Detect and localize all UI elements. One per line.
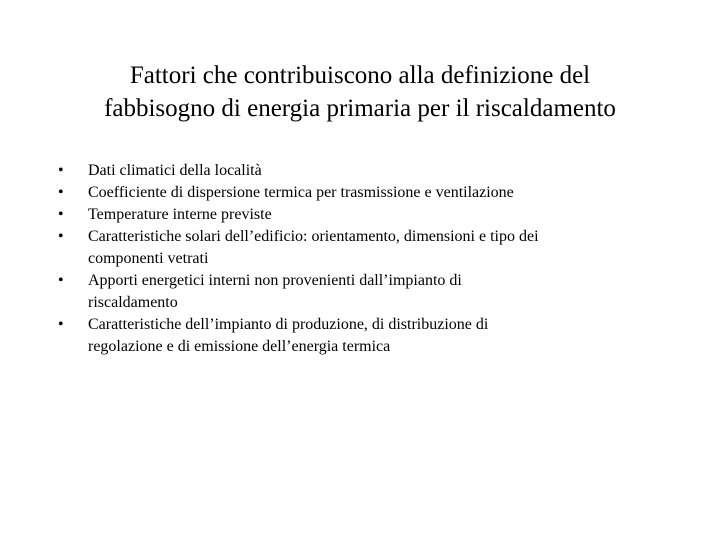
bullet-item-internal-gains <box>58 270 678 314</box>
bullet-icon: • <box>58 184 64 201</box>
bullet-icon: • <box>58 316 64 333</box>
bullet-text: Caratteristiche dell’impianto di produzione, di distribuzione di <box>88 316 489 333</box>
bullet-item-plant-characteristics <box>58 314 678 358</box>
bullet-text: Temperature interne previste <box>88 206 272 223</box>
bullet-icon: • <box>58 228 64 245</box>
bullet-text: Dati climatici della località <box>88 162 262 179</box>
bullet-text: Apporti energetici interni non provenienti dall’impianto di <box>88 272 462 289</box>
slide-title-line-2: fabbisogno di energia primaria per il riscaldamento <box>104 95 616 122</box>
bullet-list <box>58 160 678 358</box>
bullet-item-internal-temperatures <box>58 204 678 226</box>
bullet-text-continuation: componenti vetrati <box>88 250 209 267</box>
bullet-text-continuation: regolazione e di emissione dell’energia termica <box>88 338 391 355</box>
bullet-text: Coefficiente di dispersione termica per trasmissione e ventilazione <box>88 184 514 201</box>
bullet-icon: • <box>58 206 64 223</box>
bullet-icon: • <box>58 272 64 289</box>
slide-title-line-1: Fattori che contribuiscono alla definizione del <box>129 62 591 89</box>
bullet-item-climate-data <box>58 160 678 182</box>
slide-title <box>40 59 680 125</box>
bullet-text-continuation: riscaldamento <box>88 294 178 311</box>
bullet-icon: • <box>58 162 64 179</box>
bullet-item-solar-characteristics <box>58 226 678 270</box>
bullet-item-dispersion-coefficient <box>58 182 678 204</box>
bullet-text: Caratteristiche solari dell’edificio: orientamento, dimensioni e tipo dei <box>88 228 539 245</box>
